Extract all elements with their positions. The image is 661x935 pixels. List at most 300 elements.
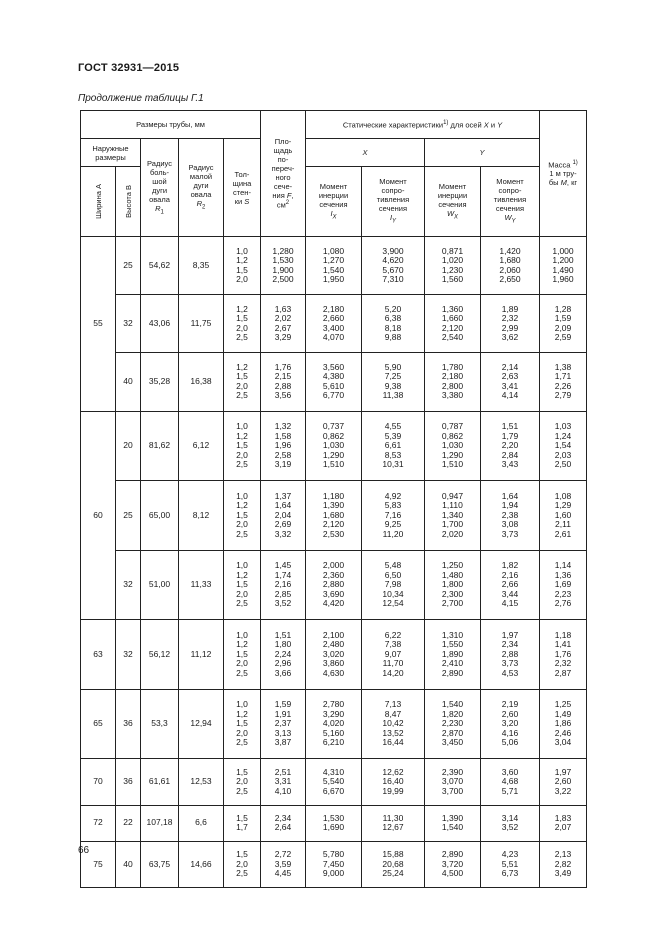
cell-value: 2,300 bbox=[441, 588, 464, 599]
table-caption: Продолжение таблицы Г.1 bbox=[78, 93, 204, 104]
cell-value: 1,29 bbox=[554, 500, 572, 511]
cell-value: 1,2 bbox=[236, 303, 248, 314]
cell-value: 1,36 bbox=[554, 569, 572, 580]
header-static: Статические характеристики$^{1)}$ для осей X и Y bbox=[306, 111, 540, 139]
cell-value: 1,360 bbox=[441, 303, 464, 314]
height-cell: 36 bbox=[116, 689, 141, 759]
cell-value: 1,2 bbox=[236, 639, 248, 650]
cell-value: 1,5 bbox=[236, 509, 248, 520]
cell-value: 1,550 bbox=[441, 639, 464, 650]
table-row bbox=[81, 689, 587, 759]
iy-values bbox=[425, 759, 481, 806]
cell-value: 1,51 bbox=[501, 421, 519, 432]
cell-value: 2,0 bbox=[236, 658, 248, 669]
cell-value: 3,43 bbox=[501, 459, 519, 470]
cell-value: 1,110 bbox=[442, 500, 463, 511]
cell-value: 1,2 bbox=[236, 708, 248, 719]
cell-value: 12,54 bbox=[382, 598, 404, 609]
cell-value: 2,38 bbox=[501, 509, 519, 520]
wx-values bbox=[362, 353, 425, 411]
width-cell: 60 bbox=[81, 411, 116, 620]
cell-value: 2,780 bbox=[322, 699, 345, 710]
cell-value: 5,610 bbox=[322, 380, 345, 391]
cell-value: 5,540 bbox=[322, 776, 345, 787]
cell-value: 1,86 bbox=[554, 718, 572, 729]
r2-cell: 11,12 bbox=[179, 620, 224, 690]
height-cell: 40 bbox=[116, 353, 141, 411]
header-outer: Наружные размеры bbox=[81, 139, 141, 167]
cell-value: 1,64 bbox=[501, 490, 519, 501]
cell-value: 1,97 bbox=[554, 766, 572, 777]
cell-value: 2,07 bbox=[554, 822, 572, 833]
height-cell: 22 bbox=[116, 805, 141, 841]
cell-value: 1,680 bbox=[322, 509, 345, 520]
wall-thickness-values bbox=[224, 759, 261, 806]
iy-values bbox=[425, 295, 481, 353]
cell-value: 1,24 bbox=[554, 430, 572, 441]
cell-value: 2,100 bbox=[322, 629, 345, 640]
iy-values bbox=[425, 689, 481, 759]
header-iy: Момент инерции сечения $W_X$ bbox=[425, 167, 481, 237]
cell-value: 7,13 bbox=[384, 699, 402, 710]
cell-value: 5,39 bbox=[384, 430, 402, 441]
header-axis-y: Y bbox=[425, 139, 540, 167]
table-row bbox=[81, 759, 587, 806]
area-values bbox=[261, 237, 306, 295]
wx-values bbox=[362, 237, 425, 295]
cell-value: 1,180 bbox=[322, 490, 345, 501]
cell-value: 12,62 bbox=[382, 766, 404, 777]
cell-value: 2,530 bbox=[322, 528, 345, 539]
wall-thickness-values bbox=[224, 353, 261, 411]
cell-value: 3,450 bbox=[441, 737, 464, 748]
cell-value: 5,71 bbox=[501, 785, 519, 796]
cell-value: 10,31 bbox=[382, 459, 404, 470]
ix-values bbox=[306, 620, 362, 690]
cell-value: 11,38 bbox=[382, 390, 404, 401]
cell-value: 2,0 bbox=[236, 858, 248, 869]
cell-value: 1,200 bbox=[552, 255, 574, 266]
cell-value: 3,87 bbox=[274, 737, 292, 748]
cell-value: 1,530 bbox=[272, 255, 294, 266]
cell-value: 3,52 bbox=[274, 598, 292, 609]
wy-values bbox=[481, 620, 540, 690]
cell-value: 1,79 bbox=[501, 430, 519, 441]
cell-value: 4,500 bbox=[441, 868, 464, 879]
cell-value: 1,280 bbox=[272, 245, 294, 256]
cell-value: 5,06 bbox=[501, 737, 519, 748]
cell-value: 4,630 bbox=[322, 667, 345, 678]
cell-value: 2,88 bbox=[274, 380, 292, 391]
cell-value: 9,25 bbox=[384, 519, 402, 530]
cell-value: 1,5 bbox=[236, 264, 248, 275]
table-row bbox=[81, 805, 587, 841]
cell-value: 1,0 bbox=[236, 629, 248, 640]
cell-value: 1,390 bbox=[322, 500, 345, 511]
cell-value: 7,16 bbox=[384, 509, 402, 520]
cell-value: 11,20 bbox=[382, 528, 404, 539]
page-number: 66 bbox=[78, 845, 90, 856]
cell-value: 7,98 bbox=[384, 579, 402, 590]
cell-value: 1,510 bbox=[322, 459, 345, 470]
width-cell: 75 bbox=[81, 841, 116, 888]
header-ix: Момент инерции сечения $I_X$ bbox=[306, 167, 362, 237]
cell-value: 1,2 bbox=[236, 569, 248, 580]
cell-value: 1,020 bbox=[441, 255, 464, 266]
iy-values bbox=[425, 481, 481, 551]
cell-value: 3,04 bbox=[554, 737, 572, 748]
header-height: Высота B bbox=[116, 167, 141, 237]
cell-value: 5,83 bbox=[384, 500, 402, 511]
iy-values bbox=[425, 550, 481, 620]
cell-value: 1,97 bbox=[501, 629, 519, 640]
cell-value: 2,410 bbox=[441, 658, 464, 669]
wall-thickness-values bbox=[224, 295, 261, 353]
cell-value: 1,540 bbox=[441, 699, 464, 710]
cell-value: 5,20 bbox=[384, 303, 402, 314]
cell-value: 2,03 bbox=[554, 449, 572, 460]
cell-value: 2,58 bbox=[274, 449, 292, 460]
cell-value: 19,99 bbox=[382, 785, 404, 796]
iy-values bbox=[425, 620, 481, 690]
cell-value: 4,420 bbox=[322, 598, 345, 609]
table-row bbox=[81, 353, 587, 411]
cell-value: 1,230 bbox=[441, 264, 464, 275]
wall-thickness-values bbox=[224, 841, 261, 888]
table-row bbox=[81, 841, 587, 888]
cell-value: 4,14 bbox=[501, 390, 519, 401]
cell-value: 2,5 bbox=[236, 868, 248, 879]
ix-values bbox=[306, 550, 362, 620]
cell-value: 1,28 bbox=[554, 303, 572, 314]
cell-value: 1,310 bbox=[441, 629, 464, 640]
cell-value: 1,91 bbox=[274, 708, 292, 719]
r2-cell: 12,94 bbox=[179, 689, 224, 759]
cell-value: 9,88 bbox=[384, 332, 402, 343]
area-values bbox=[261, 550, 306, 620]
cell-value: 1,80 bbox=[274, 639, 292, 650]
header-r1: Радиус боль- шой дуги овала $R_1$ bbox=[141, 139, 179, 237]
cell-value: 2,660 bbox=[322, 313, 345, 324]
r1-cell: 56,12 bbox=[141, 620, 179, 690]
cell-value: 1,7 bbox=[236, 822, 248, 833]
cell-value: 2,16 bbox=[501, 569, 519, 580]
cell-value: 3,60 bbox=[501, 766, 519, 777]
cell-value: 1,2 bbox=[236, 430, 248, 441]
cell-value: 2,0 bbox=[236, 588, 248, 599]
cell-value: 2,5 bbox=[236, 737, 248, 748]
cell-value: 1,660 bbox=[441, 313, 464, 324]
r1-cell: 43,06 bbox=[141, 295, 179, 353]
header-width: Ширина A bbox=[81, 167, 116, 237]
iy-values bbox=[425, 411, 481, 481]
cell-value: 1,250 bbox=[441, 560, 464, 571]
cell-value: 0,787 bbox=[441, 421, 464, 432]
mass-values bbox=[540, 295, 587, 353]
r1-cell: 54,62 bbox=[141, 237, 179, 295]
cell-value: 7,450 bbox=[322, 858, 345, 869]
cell-value: 2,11 bbox=[555, 519, 571, 530]
cell-value: 4,310 bbox=[322, 766, 345, 777]
wy-values bbox=[481, 689, 540, 759]
cell-value: 2,61 bbox=[554, 528, 572, 539]
cell-value: 2,0 bbox=[236, 274, 248, 285]
table-row bbox=[81, 481, 587, 551]
cell-value: 1,490 bbox=[552, 264, 574, 275]
cell-value: 3,380 bbox=[441, 390, 464, 401]
cell-value: 4,380 bbox=[322, 371, 345, 382]
cell-value: 25,24 bbox=[382, 868, 404, 879]
cell-value: 1,2 bbox=[236, 255, 248, 266]
cell-value: 1,540 bbox=[441, 822, 464, 833]
cell-value: 2,88 bbox=[501, 648, 519, 659]
cell-value: 4,020 bbox=[322, 718, 345, 729]
cell-value: 2,67 bbox=[274, 322, 292, 333]
header-wy: Момент сопро- тивления сечения $W_Y$ bbox=[481, 167, 540, 237]
cell-value: 1,800 bbox=[441, 579, 464, 590]
cell-value: 1,71 bbox=[554, 371, 572, 382]
cell-value: 2,51 bbox=[274, 766, 292, 777]
cell-value: 2,0 bbox=[236, 449, 248, 460]
cell-value: 2,890 bbox=[441, 849, 464, 860]
cell-value: 1,60 bbox=[554, 509, 572, 520]
cell-value: 2,24 bbox=[274, 648, 292, 659]
cell-value: 2,650 bbox=[499, 274, 521, 285]
cell-value: 1,59 bbox=[554, 313, 572, 324]
cell-value: 6,770 bbox=[322, 390, 345, 401]
cell-value: 3,20 bbox=[501, 718, 519, 729]
table-row bbox=[81, 295, 587, 353]
cell-value: 3,690 bbox=[322, 588, 345, 599]
cell-value: 2,84 bbox=[501, 449, 519, 460]
cell-value: 1,94 bbox=[501, 500, 519, 511]
cell-value: 3,62 bbox=[501, 332, 519, 343]
cell-value: 2,5 bbox=[236, 785, 248, 796]
cell-value: 3,020 bbox=[322, 648, 345, 659]
header-wx: Момент сопро- тивления сечения $I_Y$ bbox=[362, 167, 425, 237]
wall-thickness-values bbox=[224, 689, 261, 759]
cell-value: 2,000 bbox=[322, 560, 345, 571]
wall-thickness-values bbox=[224, 411, 261, 481]
cell-value: 1,49 bbox=[554, 708, 572, 719]
cell-value: 6,38 bbox=[384, 313, 402, 324]
cell-value: 1,560 bbox=[441, 274, 464, 285]
r2-cell: 11,75 bbox=[179, 295, 224, 353]
wx-values bbox=[362, 550, 425, 620]
cell-value: 1,030 bbox=[322, 440, 345, 451]
cell-value: 2,0 bbox=[236, 776, 248, 787]
cell-value: 3,44 bbox=[501, 588, 519, 599]
cell-value: 2,96 bbox=[274, 658, 292, 669]
wall-thickness-values bbox=[224, 805, 261, 841]
cell-value: 1,03 bbox=[554, 421, 572, 432]
header-pipe-dims: Размеры трубы, мм bbox=[81, 111, 261, 139]
cell-value: 1,5 bbox=[236, 648, 248, 659]
mass-values bbox=[540, 841, 587, 888]
cell-value: 1,5 bbox=[236, 718, 248, 729]
wx-values bbox=[362, 759, 425, 806]
cell-value: 2,85 bbox=[274, 588, 292, 599]
wy-values bbox=[481, 411, 540, 481]
standard-designation: ГОСТ 32931—2015 bbox=[78, 62, 180, 74]
cell-value: 12,67 bbox=[382, 822, 404, 833]
cell-value: 1,0 bbox=[236, 560, 248, 571]
wall-thickness-values bbox=[224, 481, 261, 551]
wx-values bbox=[362, 411, 425, 481]
cell-value: 10,34 bbox=[382, 588, 404, 599]
cell-value: 4,55 bbox=[384, 421, 402, 432]
cell-value: 2,880 bbox=[322, 579, 345, 590]
mass-values bbox=[540, 237, 587, 295]
cell-value: 2,76 bbox=[554, 598, 572, 609]
cell-value: 2,480 bbox=[322, 639, 345, 650]
cell-value: 2,34 bbox=[501, 639, 519, 650]
area-values bbox=[261, 295, 306, 353]
cell-value: 2,59 bbox=[554, 332, 572, 343]
cell-value: 2,60 bbox=[554, 776, 572, 787]
header-r2: Радиус малой дуги овала $R_2$ bbox=[179, 139, 224, 237]
mass-values bbox=[540, 689, 587, 759]
r2-cell: 12,53 bbox=[179, 759, 224, 806]
r1-cell: 53,3 bbox=[141, 689, 179, 759]
r2-cell: 14,66 bbox=[179, 841, 224, 888]
cell-value: 3,73 bbox=[501, 658, 519, 669]
header-area: Пло- щадь по- переч- ного сече- ния F, $см^2$ bbox=[261, 111, 306, 237]
mass-values bbox=[540, 550, 587, 620]
cell-value: 1,08 bbox=[554, 490, 572, 501]
cell-value: 2,87 bbox=[554, 667, 572, 678]
cell-value: 3,29 bbox=[274, 332, 292, 343]
cell-value: 2,20 bbox=[501, 440, 519, 451]
cell-value: 1,82 bbox=[501, 560, 519, 571]
wy-values bbox=[481, 481, 540, 551]
wy-values bbox=[481, 550, 540, 620]
cell-value: 1,2 bbox=[236, 361, 248, 372]
cell-value: 7,38 bbox=[384, 639, 402, 650]
mass-values bbox=[540, 805, 587, 841]
cell-value: 16,40 bbox=[382, 776, 404, 787]
cell-value: 2,180 bbox=[322, 303, 345, 314]
cell-value: 4,16 bbox=[501, 727, 519, 738]
iy-values bbox=[425, 805, 481, 841]
cell-value: 2,15 bbox=[274, 371, 292, 382]
cell-value: 0,947 bbox=[441, 490, 464, 501]
cell-value: 1,64 bbox=[274, 500, 292, 511]
cell-value: 15,88 bbox=[382, 849, 404, 860]
cell-value: 1,390 bbox=[441, 812, 464, 823]
cell-value: 2,0 bbox=[236, 380, 248, 391]
wx-values bbox=[362, 841, 425, 888]
ix-values bbox=[306, 759, 362, 806]
r1-cell: 63,75 bbox=[141, 841, 179, 888]
wx-values bbox=[362, 481, 425, 551]
mass-values bbox=[540, 481, 587, 551]
cell-value: 1,960 bbox=[552, 274, 574, 285]
cell-value: 3,66 bbox=[274, 667, 292, 678]
cell-value: 1,5 bbox=[236, 371, 248, 382]
cell-value: 1,76 bbox=[274, 361, 292, 372]
cell-value: 3,49 bbox=[554, 868, 572, 879]
cell-value: 1,270 bbox=[322, 255, 345, 266]
cell-value: 2,63 bbox=[501, 371, 519, 382]
cell-value: 3,13 bbox=[274, 727, 292, 738]
cell-value: 14,20 bbox=[382, 667, 404, 678]
cell-value: 8,18 bbox=[384, 322, 402, 333]
height-cell: 36 bbox=[116, 759, 141, 806]
cell-value: 1,14 bbox=[554, 560, 572, 571]
height-cell: 20 bbox=[116, 411, 141, 481]
cell-value: 4,45 bbox=[274, 868, 292, 879]
cell-value: 16,44 bbox=[382, 737, 404, 748]
cell-value: 2,0 bbox=[236, 519, 248, 530]
table-header bbox=[81, 111, 587, 237]
r2-cell: 11,33 bbox=[179, 550, 224, 620]
cell-value: 3,14 bbox=[501, 812, 519, 823]
ix-values bbox=[306, 295, 362, 353]
cell-value: 2,32 bbox=[554, 658, 572, 669]
cell-value: 1,5 bbox=[236, 766, 248, 777]
cell-value: 1,290 bbox=[322, 449, 345, 460]
cell-value: 4,620 bbox=[382, 255, 404, 266]
height-cell: 25 bbox=[116, 237, 141, 295]
cell-value: 5,48 bbox=[384, 560, 402, 571]
cell-value: 3,900 bbox=[382, 245, 404, 256]
cell-value: 6,73 bbox=[501, 868, 519, 879]
area-values bbox=[261, 411, 306, 481]
table-body bbox=[81, 237, 587, 888]
cell-value: 1,820 bbox=[441, 708, 464, 719]
cell-value: 1,290 bbox=[441, 449, 464, 460]
wy-values bbox=[481, 841, 540, 888]
area-values bbox=[261, 805, 306, 841]
cell-value: 3,08 bbox=[501, 519, 519, 530]
cell-value: 9,000 bbox=[322, 868, 345, 879]
cell-value: 1,540 bbox=[322, 264, 345, 275]
cell-value: 1,63 bbox=[274, 303, 292, 314]
cell-value: 2,120 bbox=[322, 519, 345, 530]
cell-value: 0,737 bbox=[322, 421, 345, 432]
mass-values bbox=[540, 353, 587, 411]
ix-values bbox=[306, 237, 362, 295]
cell-value: 1,5 bbox=[236, 849, 248, 860]
iy-values bbox=[425, 353, 481, 411]
cell-value: 2,870 bbox=[441, 727, 464, 738]
ix-values bbox=[306, 353, 362, 411]
cell-value: 1,83 bbox=[554, 812, 572, 823]
cell-value: 3,32 bbox=[274, 528, 292, 539]
wx-values bbox=[362, 620, 425, 690]
cell-value: 4,92 bbox=[384, 490, 402, 501]
cell-value: 2,5 bbox=[236, 667, 248, 678]
cell-value: 3,31 bbox=[274, 776, 292, 787]
cell-value: 0,871 bbox=[441, 245, 464, 256]
area-values bbox=[261, 759, 306, 806]
cell-value: 2,390 bbox=[441, 766, 464, 777]
cell-value: 1,340 bbox=[441, 509, 464, 520]
cell-value: 4,15 bbox=[501, 598, 519, 609]
wx-values bbox=[362, 295, 425, 353]
r1-cell: 107,18 bbox=[141, 805, 179, 841]
cell-value: 4,53 bbox=[501, 667, 519, 678]
table-row bbox=[81, 237, 587, 295]
cell-value: 1,510 bbox=[441, 459, 464, 470]
mass-values bbox=[540, 411, 587, 481]
wy-values bbox=[481, 759, 540, 806]
cell-value: 2,5 bbox=[236, 390, 248, 401]
cell-value: 8,53 bbox=[384, 449, 402, 460]
cell-value: 3,560 bbox=[322, 361, 345, 372]
area-values bbox=[261, 620, 306, 690]
